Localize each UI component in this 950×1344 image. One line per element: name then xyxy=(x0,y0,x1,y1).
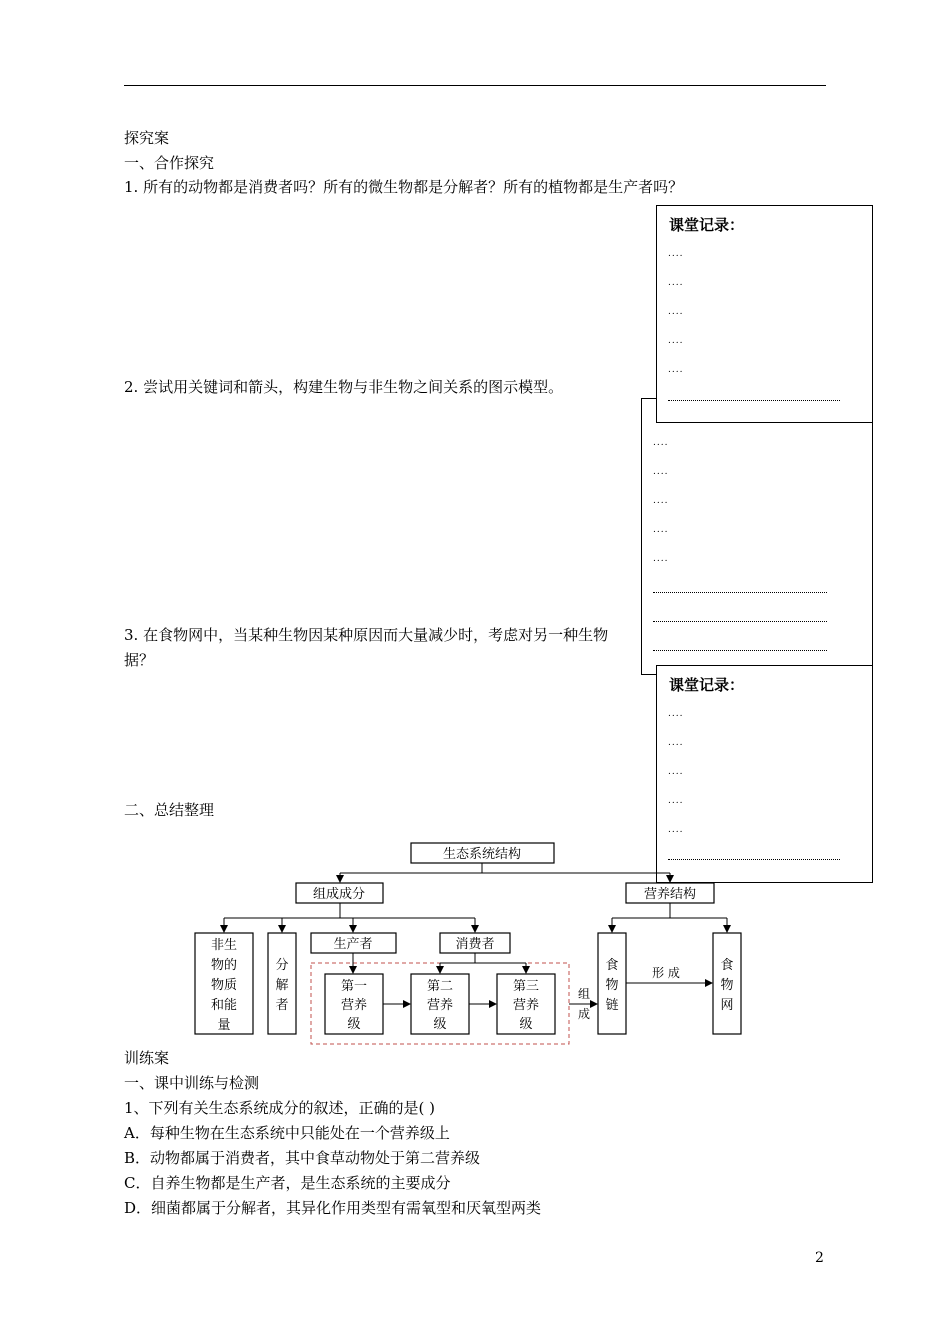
food-web-node-label: 网 xyxy=(720,998,734,1013)
training-question-1: 1、下列有关生态系统成分的叙述，正确的是( ) xyxy=(124,1099,436,1117)
nonliving-node-label: 非生 xyxy=(210,938,238,953)
nonliving-node-label: 和能 xyxy=(210,998,238,1013)
compose-label: 成 xyxy=(577,1007,591,1021)
level2-node-label: 级 xyxy=(433,1017,447,1032)
decomposer-node-label: 解 xyxy=(275,978,289,993)
food-web-node-label: 食 xyxy=(720,958,734,973)
note-dots: .... xyxy=(653,554,669,564)
note-dots: .... xyxy=(668,336,684,346)
section-training-heading: 训练案 xyxy=(124,1049,170,1067)
nonliving-node-label: 物的 xyxy=(210,958,238,973)
decomposer-node-label: 分 xyxy=(275,958,289,973)
composition-node-label: 组成成分 xyxy=(312,887,366,902)
note-dots: .... xyxy=(668,825,684,835)
section-inquiry-heading: 探究案 xyxy=(124,129,170,147)
level3-node-label: 第三 xyxy=(512,979,540,994)
training-part1-heading: 一、课中训练与检测 xyxy=(124,1074,260,1092)
level3-node-label: 级 xyxy=(519,1017,533,1032)
compose-label: 组 xyxy=(577,987,591,1001)
level2-node-label: 第二 xyxy=(426,979,454,994)
level1-node-label: 第一 xyxy=(340,979,368,994)
option-a: A．每种生物在生态系统中只能处在一个营养级上 xyxy=(124,1124,450,1142)
form-label: 形 成 xyxy=(652,966,680,980)
note-dots: .... xyxy=(668,709,684,719)
note-dots: .... xyxy=(653,496,669,506)
level1-node-label: 营养 xyxy=(340,998,368,1013)
note-dots: .... xyxy=(668,738,684,748)
note-box-title: 课堂记录： xyxy=(669,676,745,694)
note-dots: .... xyxy=(668,307,684,317)
question-2: 2. 尝试用关键词和箭头，构建生物与非生物之间关系的图示模型。 xyxy=(124,378,564,396)
page-number: 2 xyxy=(815,1250,824,1266)
food-chain-node-label: 链 xyxy=(605,998,619,1013)
option-d: D．细菌都属于分解者，其异化作用类型有需氧型和厌氧型两类 xyxy=(124,1199,542,1217)
part2-heading: 二、总结整理 xyxy=(124,801,215,819)
note-dots: .... xyxy=(653,438,669,448)
food-chain-node-label: 食 xyxy=(605,958,619,973)
root-node-label: 生态系统结构 xyxy=(442,847,522,862)
level1-node-label: 级 xyxy=(347,1017,361,1032)
note-dots: .... xyxy=(668,365,684,375)
food-chain-node-label: 物 xyxy=(605,978,619,993)
level3-node-label: 营养 xyxy=(512,998,540,1013)
note-dots: .... xyxy=(668,796,684,806)
question-1: 1. 所有的动物都是消费者吗？所有的微生物都是分解者？所有的植物都是生产者吗？ xyxy=(124,178,684,196)
consumer-node-label: 消费者 xyxy=(455,937,495,952)
note-box-title: 课堂记录： xyxy=(669,216,745,234)
note-dots: .... xyxy=(653,525,669,535)
note-dots: .... xyxy=(653,467,669,477)
note-dots: .... xyxy=(668,767,684,777)
level2-node-label: 营养 xyxy=(426,998,454,1013)
option-c: C．自养生物都是生产者，是生态系统的主要成分 xyxy=(124,1174,451,1192)
question-3-line1: 3. 在食物网中，当某种生物因某种原因而大量减少时，考虑对另一种生物 xyxy=(124,626,609,644)
nonliving-node-label: 量 xyxy=(217,1018,231,1033)
decomposer-node-label: 者 xyxy=(275,998,289,1013)
nonliving-node-label: 物质 xyxy=(210,978,238,993)
food-web-node-label: 物 xyxy=(720,978,734,993)
trophic-structure-node-label: 营养结构 xyxy=(643,887,697,902)
question-3-line2: 据？ xyxy=(124,651,155,669)
part1-heading: 一、合作探究 xyxy=(124,154,215,172)
producer-node-label: 生产者 xyxy=(333,937,373,952)
note-dots: .... xyxy=(668,278,684,288)
option-b: B．动物都属于消费者，其中食草动物处于第二营养级 xyxy=(124,1149,481,1167)
note-dots: .... xyxy=(668,249,684,259)
